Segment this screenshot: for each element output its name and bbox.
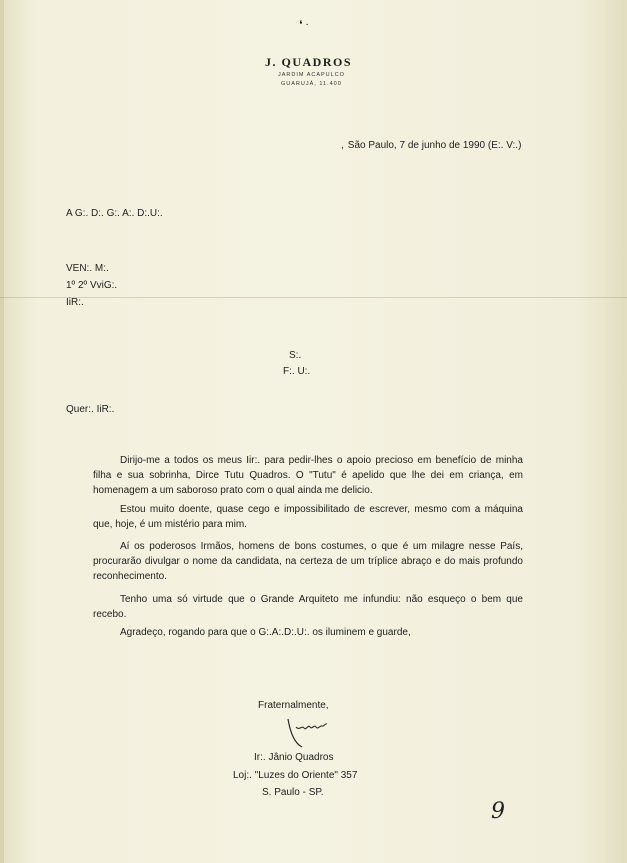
opening-invocation: A G:. D:. G:. A:. D:.U:. bbox=[66, 208, 163, 219]
recipient-line-2: 1º 2º VviG:. bbox=[66, 280, 118, 291]
salutation-line-2: F:. U:. bbox=[283, 366, 311, 377]
greeting: Quer:. IiR:. bbox=[66, 404, 115, 415]
body-paragraph-5 bbox=[93, 625, 523, 640]
closing: Fraternalmente, bbox=[258, 700, 329, 711]
handwritten-signature-icon bbox=[276, 713, 346, 753]
paragraph-text: Tenho uma só virtude que o Grande Arquiteto me infundiu: não esqueço o bem que recebo. bbox=[93, 594, 523, 620]
letterhead-line2: GUARUJÁ, 11.400 bbox=[281, 81, 342, 87]
body-paragraph-2 bbox=[93, 502, 523, 532]
letterhead-line1: JARDIM ACAPULCO bbox=[278, 72, 345, 78]
signature-city: S. Paulo - SP. bbox=[262, 787, 324, 798]
paragraph-text: Agradeço, rogando para que o G:.A:.D:.U:. os iluminem e guarde, bbox=[120, 627, 411, 638]
fold-line bbox=[0, 297, 627, 298]
letterhead-name: J. QUADROS bbox=[265, 55, 353, 69]
paragraph-text: Estou muito doente, quase cego e impossibilitado de escrever, mesmo com a máquina que, hoje, é um mistério para mim. bbox=[93, 504, 523, 530]
signature-lodge: Loj:. "Luzes do Oriente" 357 bbox=[233, 770, 358, 781]
salutation-line-1: S:. bbox=[289, 350, 302, 361]
page-number: 9 bbox=[491, 799, 505, 824]
page-edge bbox=[0, 0, 4, 863]
paragraph-text: Dirijo-me a todos os meus Iir:. para pedir-lhes o apoio precioso em benefício de minha filha e sua sobrinha, Dirce Tutu Quadros. O "Tutu" é apelido que lhe dei em criança, em homenagem a um saboroso prato com o qual ainda me delicio. bbox=[93, 455, 523, 496]
body-paragraph-4 bbox=[93, 592, 523, 622]
date-line: , São Paulo, 7 de junho de 1990 (E:. V:.) bbox=[341, 140, 522, 151]
recipient-line-1: VEN:. M:. bbox=[66, 263, 109, 274]
body-paragraph-3 bbox=[93, 539, 523, 584]
signature-name: Ir:. Jânio Quadros bbox=[254, 752, 334, 763]
ink-mark-icon: ❛ · bbox=[299, 19, 309, 31]
body-paragraph-1 bbox=[93, 453, 523, 498]
recipient-line-3: IiR:. bbox=[66, 297, 84, 308]
paragraph-text: Aí os poderosos Irmãos, homens de bons costumes, o que é um milagre nesse País, procurarão divulgar o nome da candidata, na certeza de um tríplice abraço e do mais profundo reconhecimento. bbox=[93, 541, 523, 582]
